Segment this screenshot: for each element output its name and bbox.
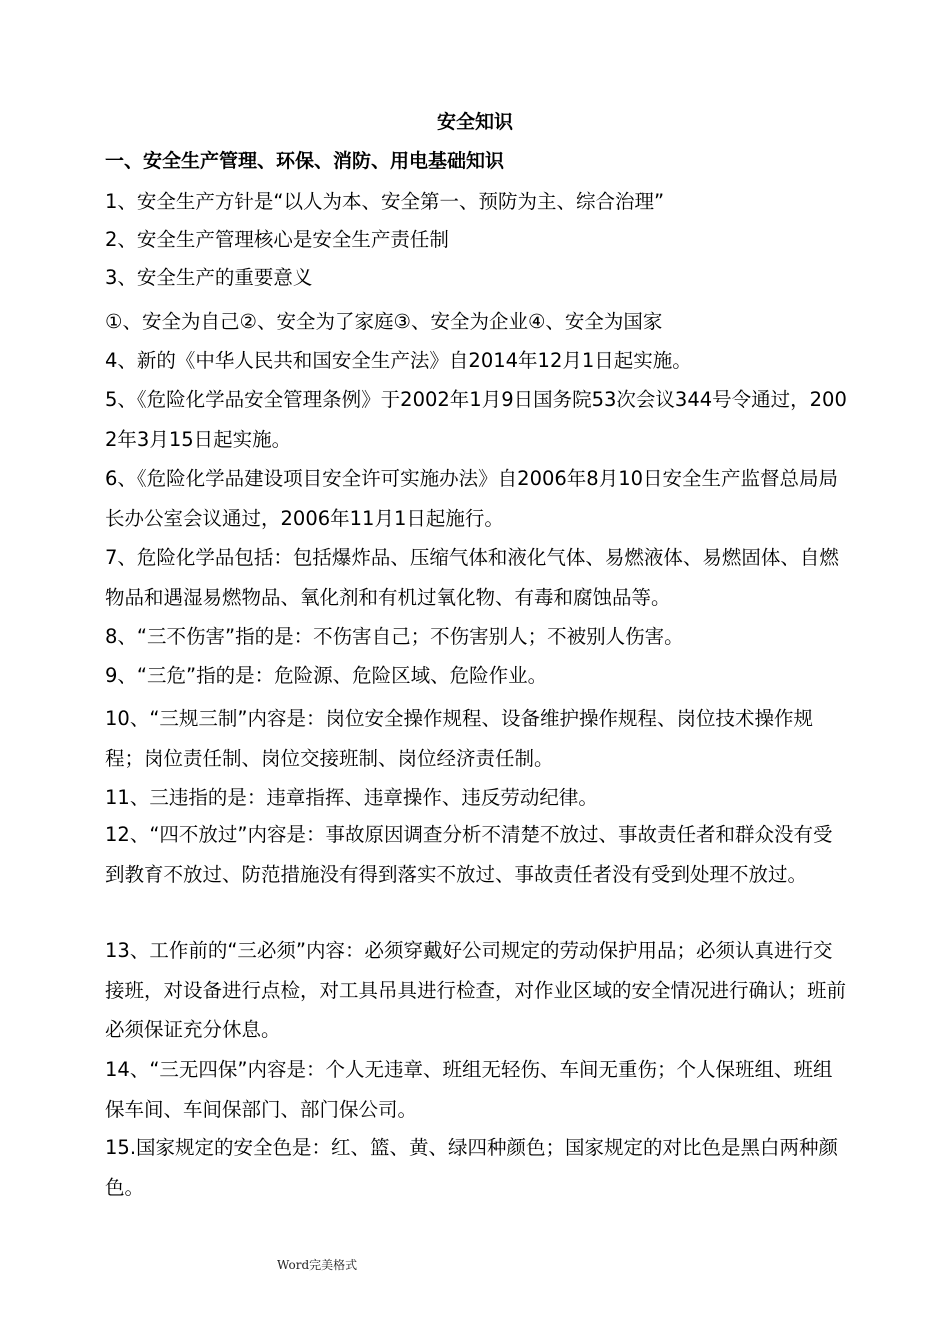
list-item: 5、《危险化学品安全管理条例》于2002年1月9日国务院53次会议344号令通过，2002年3月15日起实施。	[105, 388, 847, 451]
list-item: 3、安全生产的重要意义	[105, 266, 313, 289]
list-item: 2、安全生产管理核心是安全生产责任制	[105, 228, 449, 251]
list-item: 6、《危险化学品建设项目安全许可实施办法》自2006年8月10日安全生产监督总局局长办公室会议通过，2006年11月1日起施行。	[105, 467, 839, 530]
document-title: 安全知识	[436, 111, 513, 133]
list-item: 15.国家规定的安全色是：红、篮、黄、绿四种颜色；国家规定的对比色是黑白两种颜色。	[105, 1136, 839, 1199]
list-item: 1、安全生产方针是“以人为本、安全第一、预防为主、综合治理”	[105, 190, 665, 213]
list-item: 4、新的《中华人民共和国安全生产法》自2014年12月1日起实施。	[105, 349, 692, 372]
list-item: 9、“三危”指的是：危险源、危险区域、危险作业。	[105, 664, 548, 687]
list-item: 13、工作前的“三必须”内容：必须穿戴好公司规定的劳动保护用品；必须认真进行交接班，对设备进行点检，对工具吊具进行检查，对作业区域的安全情况进行确认；班前必须保证充分休息。	[105, 939, 847, 1041]
list-item: 12、“四不放过”内容是：事故原因调查分析不清楚不放过、事故责任者和群众没有受到教育不放过、防范措施没有得到落实不放过、事故责任者没有受到处理不放过。	[105, 823, 833, 886]
list-item: 10、“三规三制”内容是：岗位安全操作规程、设备维护操作规程、岗位技术操作规程；岗位责任制、岗位交接班制、岗位经济责任制。	[105, 707, 814, 770]
list-item: 8、“三不伤害”指的是：不伤害自己；不伤害别人；不被别人伤害。	[105, 625, 684, 648]
section-heading: 一、安全生产管理、环保、消防、用电基础知识	[105, 150, 505, 172]
list-item: ①、安全为自己②、安全为了家庭③、安全为企业④、安全为国家	[105, 310, 663, 333]
list-item: 14、“三无四保”内容是：个人无违章、班组无轻伤、车间无重伤；个人保班组、班组保车间、车间保部门、部门保公司。	[105, 1058, 833, 1121]
list-item: 7、危险化学品包括：包括爆炸品、压缩气体和液化气体、易燃液体、易燃固体、自燃物品和遇湿易燃物品、氧化剂和有机过氧化物、有毒和腐蚀品等。	[105, 546, 839, 609]
footer-watermark-text: Word完美格式	[277, 1258, 358, 1272]
list-item: 11、三违指的是：违章指挥、违章操作、违反劳动纪律。	[105, 786, 598, 809]
